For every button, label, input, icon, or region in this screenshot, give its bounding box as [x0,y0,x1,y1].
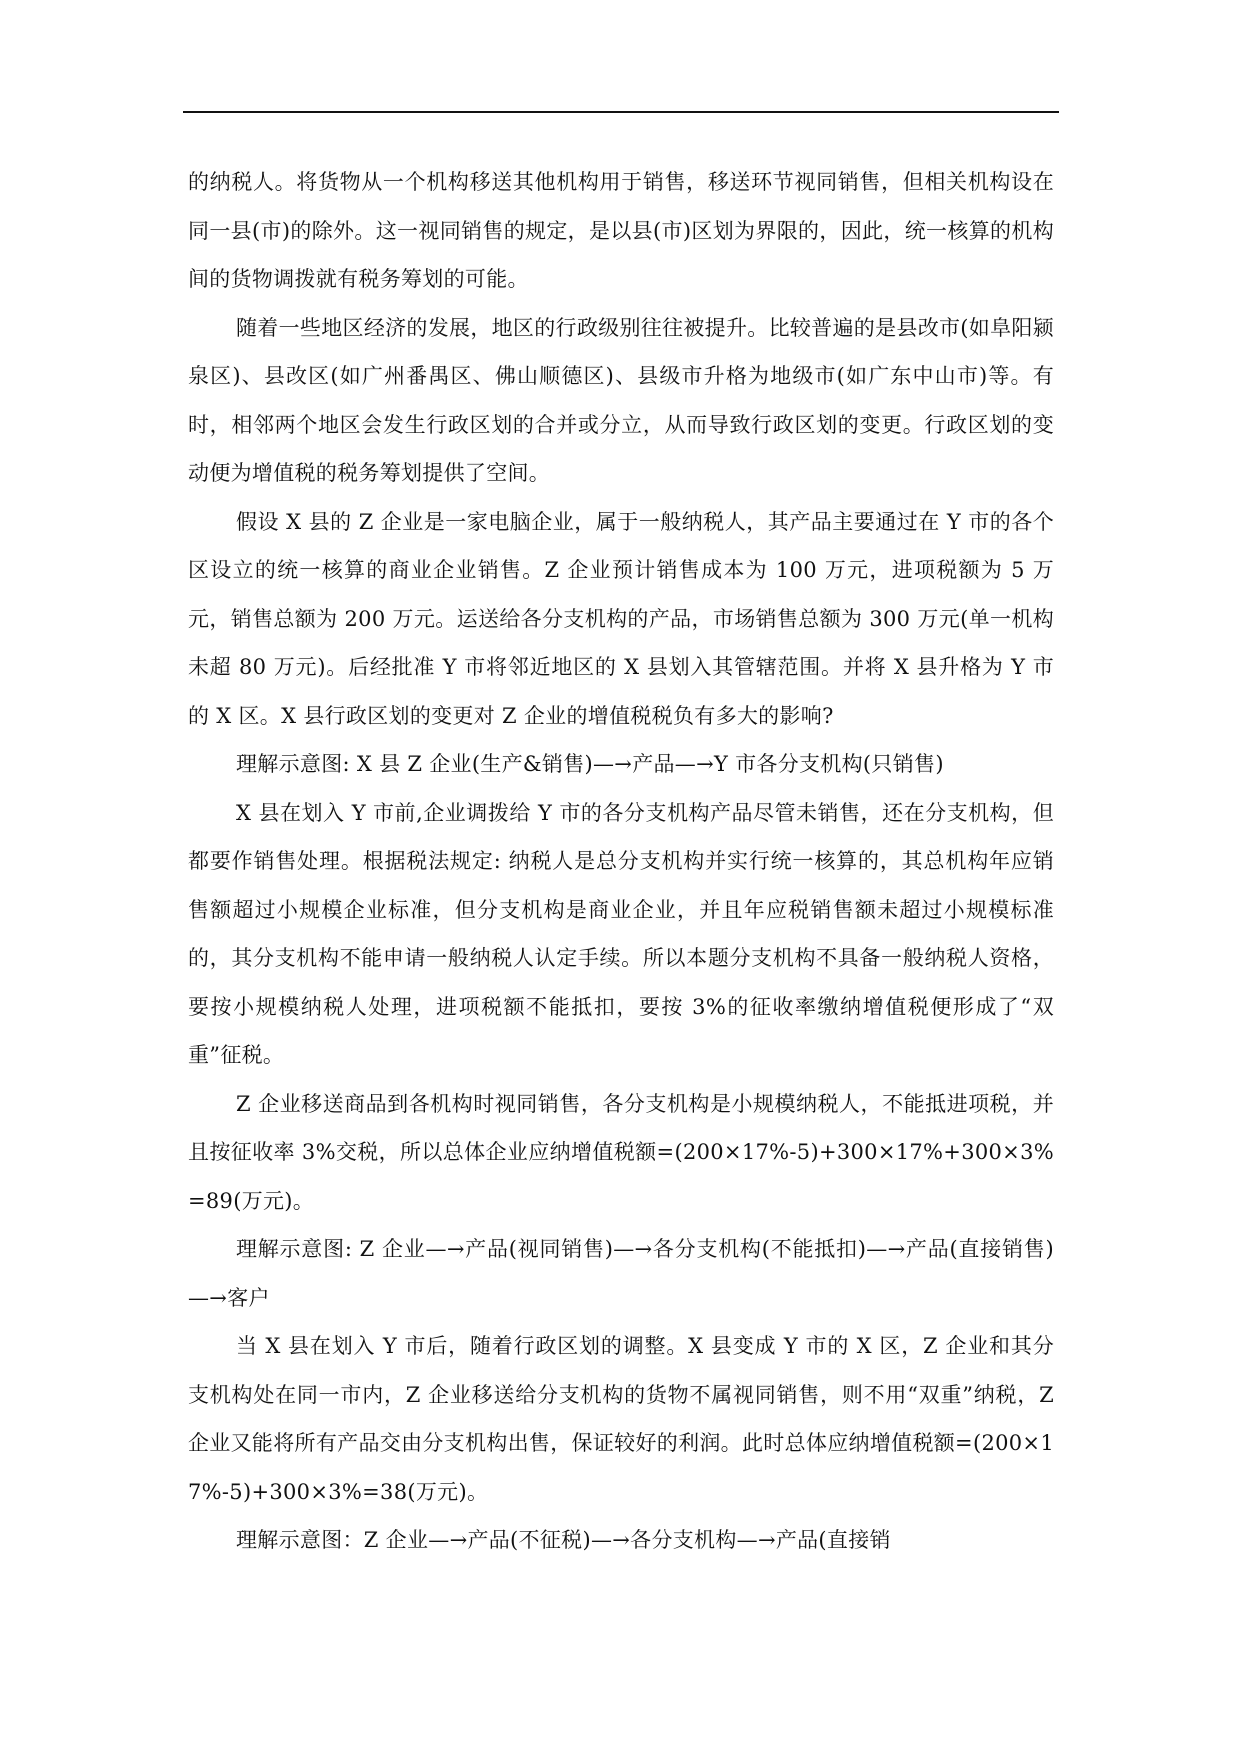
paragraph-6: Z 企业移送商品到各机构时视同销售，各分支机构是小规模纳税人，不能抵进项税，并且按征收率 3%交税，所以总体企业应纳增值税额=(200×17%-5)+300×17%+300×3%=89(万元)。 [188,1091,1054,1213]
paragraph-8: 当 X 县在划入 Y 市后，随着行政区划的调整。X 县变成 Y 市的 X 区，Z 企业和其分支机构处在同一市内，Z 企业移送给分支机构的货物不属视同销售，则不用“双重”纳税，Z 企业又能将所有产品交由分支机构出售，保证较好的利润。此时总体应纳增值税额=(200×17%-5)+300×3%=38(万元)。 [188,1334,1054,1504]
body-text [188,158,1054,1565]
header-rule [183,111,1059,113]
paragraph-7: 理解示意图: Z 企业—→产品(视同销售)—→各分支机构(不能抵扣)—→产品(直接销售)—→客户 [188,1237,1054,1310]
paragraph-5: X 县在划入 Y 市前,企业调拨给 Y 市的各分支机构产品尽管未销售，还在分支机构，但都要作销售处理。根据税法规定: 纳税人是总分支机构并实行统一核算的，其总机构年应销售额超过小规模企业标准，但分支机构是商业企业，并且年应税销售额未超过小规模标准的，其分支机构不能申请一般纳税人认定手续。所以本题分支机构不具备一般纳税人资格，要按小规模纳税人处理，进项税额不能抵扣，要按 3%的征收率缴纳增值税便形成了“双重”征税。 [188,800,1054,1067]
paragraph-9: 理解示意图：Z 企业—→产品(不征税)—→各分支机构—→产品(直接销 [236,1528,891,1552]
paragraph-2: 随着一些地区经济的发展，地区的行政级别往往被提升。比较普遍的是县改市(如阜阳颍泉区)、县改区(如广州番禺区、佛山顺德区)、县级市升格为地级市(如广东中山市)等。有时，相邻两个地区会发生行政区划的合并或分立，从而导致行政区划的变更。行政区划的变动便为增值税的税务筹划提供了空间。 [188,315,1054,485]
paragraph-4: 理解示意图: X 县 Z 企业(生产&销售)—→产品—→Y 市各分支机构(只销售) [236,752,944,776]
paragraph-3: 假设 X 县的 Z 企业是一家电脑企业，属于一般纳税人，其产品主要通过在 Y 市的各个区设立的统一核算的商业企业销售。Z 企业预计销售成本为 100 万元，进项税额为 5 万元，销售总额为 200 万元。运送给各分支机构的产品，市场销售总额为 300 万元(单一机构未超 80 万元)。后经批准 Y 市将邻近地区的 X 县划入其管辖范围。并将 X 县升格为 Y 市的 X 区。X 县行政区划的变更对 Z 企业的增值税税负有多大的影响? [188,509,1054,728]
paragraph-1: 的纳税人。将货物从一个机构移送其他机构用于销售，移送环节视同销售，但相关机构设在同一县(市)的除外。这一视同销售的规定，是以县(市)区划为界限的，因此，统一核算的机构间的货物调拨就有税务筹划的可能。 [188,170,1054,291]
